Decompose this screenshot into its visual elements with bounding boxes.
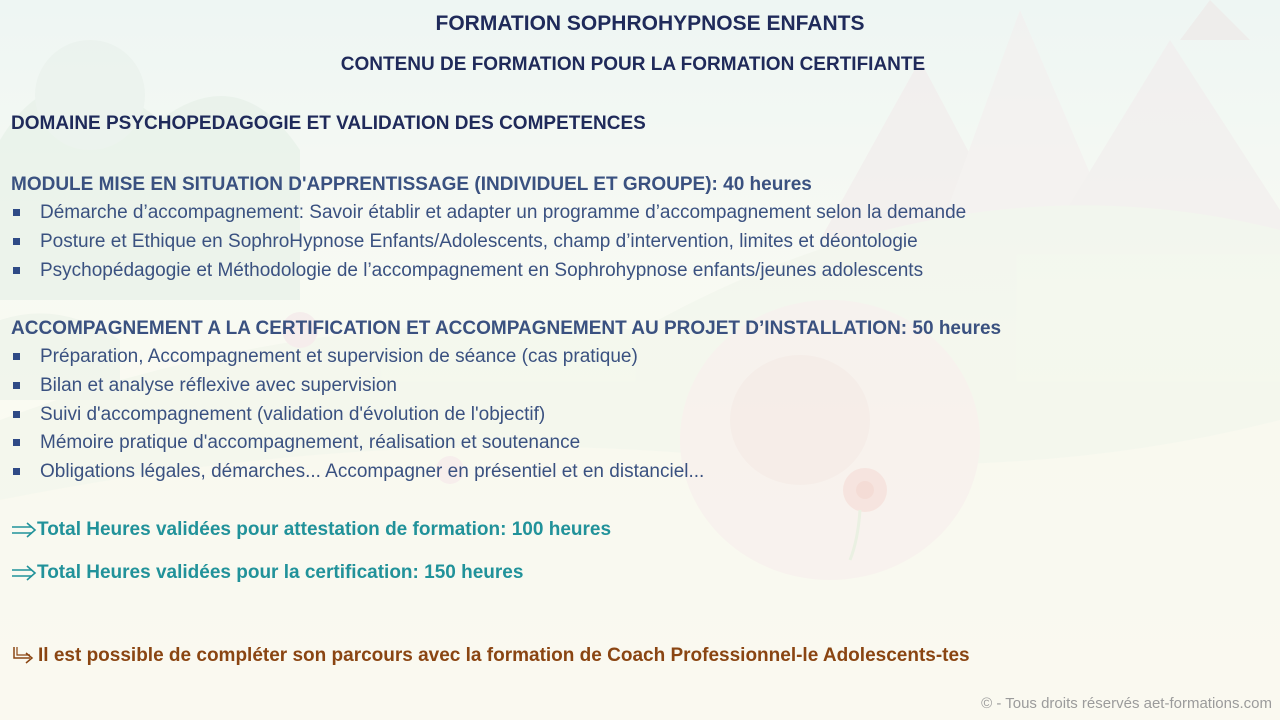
- module-2-list: [11, 343, 704, 487]
- square-bullet-icon: [13, 353, 20, 360]
- complement-note-text: Il est possible de compléter son parcours avec la formation de Coach Professionnel-le Adolescents-tes: [38, 645, 970, 666]
- list-item-text: Préparation, Accompagnement et supervision de séance (cas pratique): [40, 346, 638, 367]
- list-item: [11, 401, 704, 430]
- square-bullet-icon: [13, 267, 20, 274]
- hook-arrow-icon: [11, 646, 38, 666]
- square-bullet-icon: [13, 439, 20, 446]
- list-item: [11, 343, 704, 372]
- domain-heading: DOMAINE PSYCHOPEDAGOGIE ET VALIDATION DES COMPETENCES: [11, 113, 646, 134]
- list-item-text: Démarche d’accompagnement: Savoir établir et adapter un programme d’accompagnement selon la demande: [40, 202, 967, 223]
- list-item: [11, 257, 966, 286]
- double-arrow-right-icon: [11, 565, 37, 581]
- list-item: [11, 458, 704, 487]
- slide-title: FORMATION SOPHROHYPNOSE ENFANTS: [435, 12, 865, 35]
- total-attestation: [11, 519, 611, 541]
- list-item-text: Bilan et analyse réflexive avec supervision: [40, 374, 397, 396]
- list-item: [11, 228, 966, 257]
- module-1-list: [11, 199, 966, 285]
- square-bullet-icon: [13, 411, 20, 418]
- list-item: [11, 199, 966, 228]
- copyright-footer: © - Tous droits réservés aet-formations.com: [981, 695, 1272, 712]
- list-item: [11, 429, 704, 458]
- list-item-text: Posture et Ethique en SophroHypnose Enfants/Adolescents, champ d’intervention, limites et déontologie: [40, 230, 918, 252]
- square-bullet-icon: [13, 468, 20, 475]
- double-arrow-right-icon: [11, 522, 37, 538]
- list-item-text: Psychopédagogie et Méthodologie de l’accompagnement en Sophrohypnose enfants/jeunes adolescents: [40, 259, 924, 281]
- total-attestation-text: Total Heures validées pour attestation de formation: 100 heures: [37, 519, 612, 540]
- list-item-text: Obligations légales, démarches... Accompagner en présentiel et en distanciel...: [40, 461, 705, 483]
- list-item-text: Suivi d'accompagnement (validation d'évolution de l'objectif): [40, 403, 546, 425]
- list-item: [11, 372, 704, 401]
- module-1-heading: MODULE MISE EN SITUATION D'APPRENTISSAGE (INDIVIDUEL ET GROUPE): 40 heures: [11, 174, 812, 195]
- square-bullet-icon: [13, 209, 20, 216]
- module-2-heading: ACCOMPAGNEMENT A LA CERTIFICATION ET ACCOMPAGNEMENT AU PROJET D’INSTALLATION: 50 heures: [11, 318, 1002, 339]
- total-certification-text: Total Heures validées pour la certification: 150 heures: [37, 562, 524, 583]
- list-item-text: Mémoire pratique d'accompagnement, réalisation et soutenance: [40, 432, 581, 454]
- square-bullet-icon: [13, 382, 20, 389]
- square-bullet-icon: [13, 238, 20, 245]
- total-certification: [11, 562, 523, 584]
- complement-note: [11, 645, 970, 667]
- slide-subtitle: CONTENU DE FORMATION POUR LA FORMATION CERTIFIANTE: [340, 54, 926, 75]
